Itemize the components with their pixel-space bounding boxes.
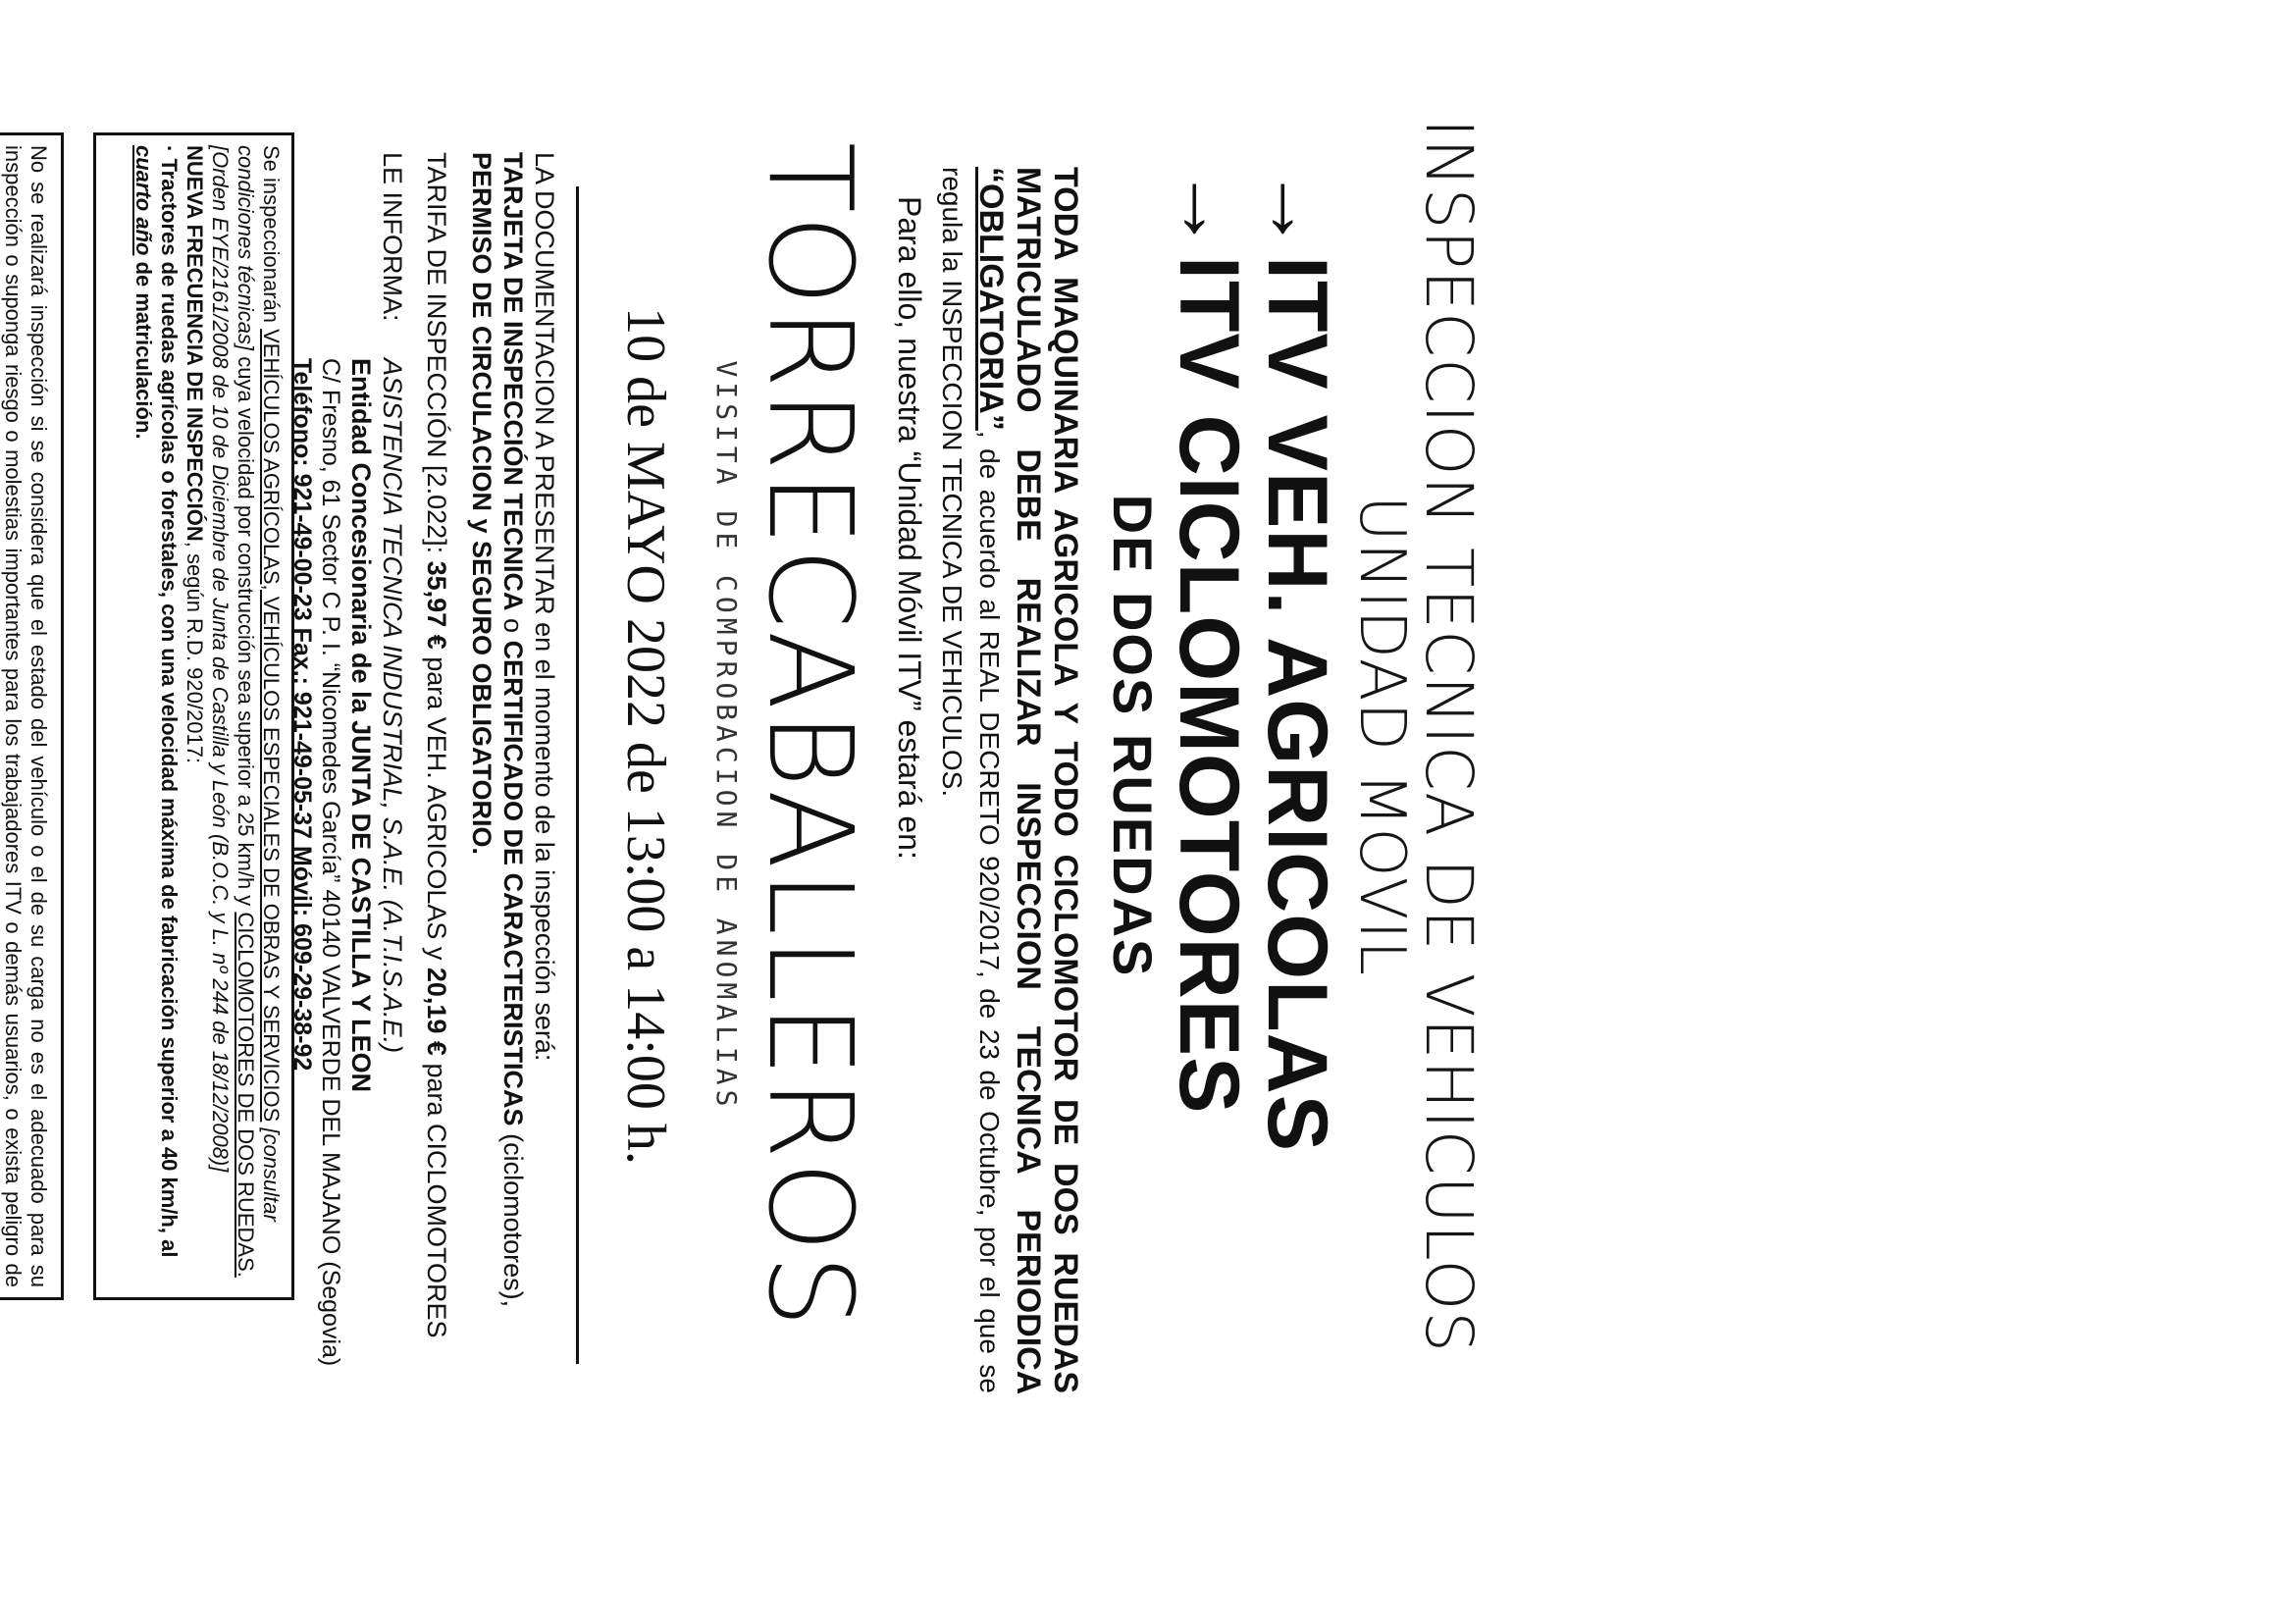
frequency-label: NUEVA FRECUENCIA DE INSPECCIÓN	[183, 145, 208, 542]
tarifa-price-ciclomotores: 20,19 €	[422, 967, 451, 1056]
scope-speed: cuya velocidad por construcción sea superior a 25 km/h y	[234, 350, 259, 913]
divider	[576, 186, 579, 1364]
scope-paragraph	[233, 145, 284, 1287]
doc-certificado: CERTIFICADO DE CARACTERISTICAS	[498, 640, 529, 1126]
scope-text: Se inspeccionarán	[259, 145, 284, 330]
headline-dos-ruedas: DE DOS RUEDAS	[1102, 494, 1164, 978]
scope-ciclomotores: CICLOMOTORES DE DOS RUEDAS.	[234, 912, 259, 1278]
informa-block	[287, 152, 407, 1366]
frequency-end: de matriculación.	[131, 255, 157, 440]
location-intro: Para ello, nuestra “Unidad Móvil ITV” estará en:	[892, 196, 927, 860]
scope-order	[207, 145, 233, 1287]
informa-company: ASISTENCIA TECNICA INDUSTRIAL, S.A.E. (A.T.I.S.A.E.)	[378, 358, 407, 1054]
documentation-permiso: PERMISO DE CIRCULACION y SEGURO OBLIGATORIO.	[467, 152, 497, 856]
documentation-block	[465, 152, 559, 1310]
frequency-year: cuarto año	[131, 145, 157, 256]
town-name: TORRECABALLEROS	[743, 141, 878, 1331]
doc-ciclomotores: (ciclomotores),	[498, 1126, 529, 1308]
arrow-icon: →	[1250, 167, 1344, 252]
headline-ciclomotores	[1162, 167, 1256, 1115]
visit-type: VISITA DE COMPROBACION DE ANOMALIAS	[710, 360, 743, 1112]
doc-tarjeta: TARJETA DE INSPECCIÓN TECNICA	[498, 152, 529, 611]
headline-agricolas	[1250, 167, 1344, 1153]
obligation-bold: TODA MAQUINARIA AGRICOLA Y TODO CICLOMOTOR DE DOS RUEDAS MATRICULADO DEBE REALIZAR INSPECCION TECNICA PERIODICA	[1009, 167, 1084, 1393]
tarifa-label: TARIFA DE INSPECCIÓN [2.022]:	[422, 152, 451, 561]
informa-address: C/ Fresno, 61 Sector C P. I. “Nicomedes García” 40140 VALVERDE DEL MAJANO (Segovia)	[317, 358, 345, 1367]
tarifa-end: para CICLOMOTORES	[422, 1055, 451, 1338]
informa-label: LE INFORMA:	[378, 152, 407, 322]
frequency-text: · Tractores de ruedas agrícolas o forestales, con una velocidad máxima de fabricación superior a 40 km/h, al	[157, 145, 183, 1258]
frequency-detail	[130, 145, 182, 1287]
rejection-notice-box	[0, 132, 64, 1300]
visit-date: 10 de MAYO 2022 de 13:00 a 14:00 h.	[615, 307, 676, 1165]
scope-vehicles: VEHÍCULOS AGRÍCOLAS, VEHÍCULOS ESPECIALES DE OBRAS Y SERVICIOS	[259, 329, 284, 1123]
informa-entity: Entidad Concesionaria de la JUNTA DE CASTILLA Y LEON	[346, 358, 377, 1093]
scope-conditions: [consultar condiciones técnicas]	[234, 145, 284, 1222]
documentation-intro: LA DOCUMENTACION A PRESENTAR en el momento de la inspección será:	[530, 152, 559, 1062]
tarifa-mid: para VEH. AGRICOLAS y	[422, 649, 451, 968]
inspection-scope-box	[93, 132, 294, 1300]
main-title: INSPECCION TECNICA DE VEHICULOS	[1411, 118, 1487, 1354]
arrow-icon: →	[1162, 167, 1256, 252]
informa-phones: Teléfono: 921-49-00-23 Fax.: 921-49-05-37 Móvil: 609-29-38-92	[287, 358, 316, 1072]
scope-order-text: [Orden EYE/2161/2008 de 10 de Diciembre de Junta de Castilla y León (B.O.C. y L. nº 244 de 18/12/2008)]	[208, 145, 234, 1173]
headline-agricolas-text: ITV VEH. AGRICOLAS	[1250, 256, 1344, 1153]
frequency-decree: , según R.D. 920/2017:	[183, 541, 208, 764]
obligatoria-label: “OBLIGATORIA”	[971, 167, 1010, 431]
doc-o: o	[498, 610, 529, 641]
obligation-notice	[935, 167, 1084, 1393]
frequency-title	[182, 145, 207, 1287]
rejection-text: No se realizará inspección si se considera que el estado del vehículo o el de su carga no es el adecuado para su inspección o suponga riesgo o molestias importantes para los trabajadores ITV o demás usuarios, o exista peligro de	[0, 145, 51, 1287]
tarifa-price-agricolas: 35,97 €	[422, 560, 451, 650]
obligation-rest: , de acuerdo al REAL DECRETO 920/2017, de 23 de Octubre, por el que se regula la INSPECCION TECNICA DE VEHICULOS.	[936, 167, 1005, 1393]
subtitle: UNIDAD MOVIL	[1345, 496, 1418, 976]
tarifa-line	[421, 152, 451, 1338]
documentation-line	[496, 152, 528, 1310]
headline-ciclomotores-text: ITV CICLOMOTORES	[1162, 256, 1256, 1115]
